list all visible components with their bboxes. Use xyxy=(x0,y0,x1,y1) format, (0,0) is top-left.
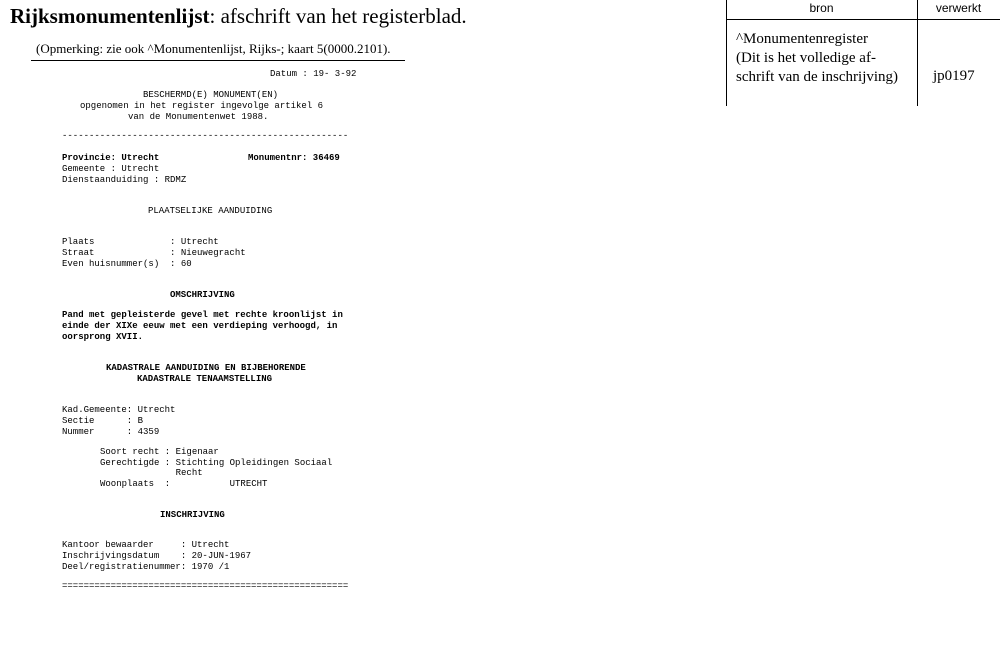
section-heading: OMSCHRIJVING xyxy=(170,290,235,300)
heading-line: BESCHERMD(E) MONUMENT(EN) xyxy=(143,90,279,100)
column-header-bron: bron xyxy=(809,1,834,15)
bron-line: (Dit is het volledige af- xyxy=(736,50,876,66)
table-header-rule xyxy=(726,19,1000,20)
gerechtigde-line-2: Recht xyxy=(100,468,203,478)
section-heading: KADASTRALE AANDUIDING EN BIJBEHORENDE xyxy=(106,363,306,373)
gerechtigde-line: Gerechtigde : Stichting Opleidingen Sociaal xyxy=(100,458,333,468)
soort-recht-line: Soort recht : Eigenaar xyxy=(100,447,219,457)
double-rule: ===================================================== xyxy=(62,581,349,591)
sectie-line: Sectie : B xyxy=(62,416,144,426)
remark-note: (Opmerking: zie ook ^Monumentenlijst, Rijks-; kaart 5(0000.2101). xyxy=(36,41,391,56)
section-heading: INSCHRIJVING xyxy=(160,510,225,520)
title-rest: : afschrift van het registerblad. xyxy=(209,4,467,28)
kantoor-line: Kantoor bewaarder : Utrecht xyxy=(62,540,230,550)
kad-gemeente-line: Kad.Gemeente: Utrecht xyxy=(62,405,176,415)
omschrijving-line: einde der XIXe eeuw met een verdieping verhoogd, in xyxy=(62,321,338,331)
table-column-divider xyxy=(917,0,918,106)
dashed-rule: ----------------------------------------------------- xyxy=(62,131,349,141)
huisnummer-line: Even huisnummer(s) : 60 xyxy=(62,259,192,269)
heading-line: opgenomen in het register ingevolge artikel 6 xyxy=(80,101,324,111)
omschrijving-line: oorsprong XVII. xyxy=(62,332,144,342)
column-header-verwerkt: verwerkt xyxy=(935,1,982,15)
bron-line: ^Monumentenregister xyxy=(736,31,869,47)
gemeente-line: Gemeente : Utrecht xyxy=(62,164,160,174)
verwerkt-cell: jp0197 xyxy=(933,68,975,84)
nummer-line: Nummer : 4359 xyxy=(62,427,160,437)
title-bold: Rijksmonumentenlijst xyxy=(10,4,210,28)
plaats-line: Plaats : Utrecht xyxy=(62,237,219,247)
section-heading: PLAATSELIJKE AANDUIDING xyxy=(148,206,273,216)
woonplaats-line: Woonplaats : UTRECHT xyxy=(100,479,268,489)
inschrijvingsdatum-line: Inschrijvingsdatum : 20-JUN-1967 xyxy=(62,551,252,561)
straat-line: Straat : Nieuwegracht xyxy=(62,248,246,258)
omschrijving-line: Pand met gepleisterde gevel met rechte kroonlijst in xyxy=(62,310,343,320)
bron-line: schrift van de inschrijving) xyxy=(736,69,899,85)
bron-cell xyxy=(736,30,898,87)
deel-line: Deel/registratienummer: 1970 /1 xyxy=(62,562,230,572)
monumentnr-line: Monumentnr: 36469 xyxy=(248,153,340,163)
dienst-line: Dienstaanduiding : RDMZ xyxy=(62,175,187,185)
section-heading: KADASTRALE TENAAMSTELLING xyxy=(137,374,273,384)
provincie-line: Provincie: Utrecht xyxy=(62,153,160,163)
source-table xyxy=(726,0,1000,106)
table-border-left xyxy=(726,0,727,106)
register-document xyxy=(62,0,372,652)
heading-line: van de Monumentenwet 1988. xyxy=(128,112,269,122)
datum-line: Datum : 19- 3-92 xyxy=(270,69,357,79)
